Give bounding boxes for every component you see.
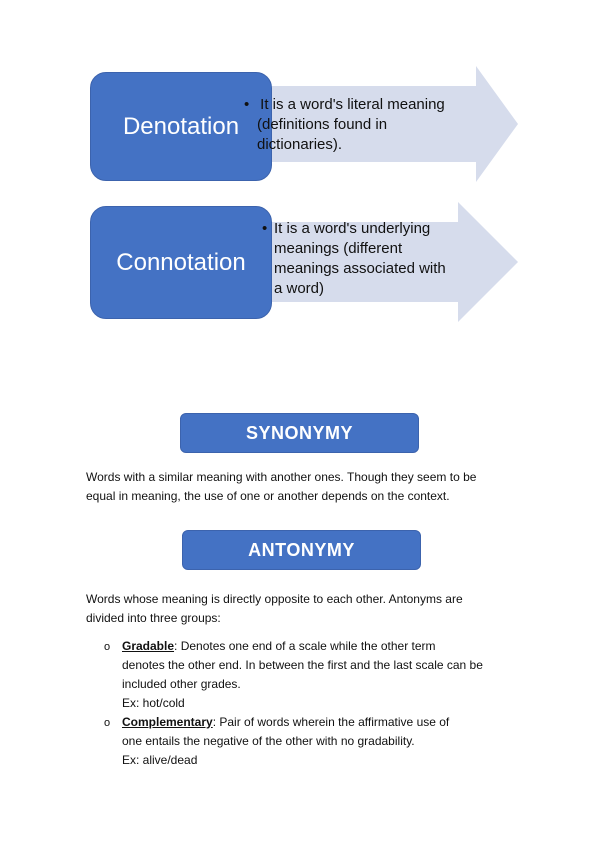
connotation-definition	[262, 219, 492, 299]
synonymy-title: SYNONYMY	[245, 422, 354, 443]
item-example: Ex: hot/cold	[122, 696, 185, 710]
connotation-box	[90, 206, 272, 319]
definition-line: It is a word's underlying	[274, 220, 431, 237]
item-example: Ex: alive/dead	[122, 753, 198, 767]
list-item-gradable	[104, 637, 524, 713]
antonymy-paragraph	[86, 590, 526, 628]
connotation-term: Connotation	[116, 248, 246, 276]
antonymy-header	[182, 530, 421, 570]
circle-bullet-icon: o	[104, 717, 111, 729]
denotation-term: Denotation	[122, 112, 240, 140]
denotation-definition	[244, 95, 504, 155]
circle-bullet-icon: o	[104, 641, 111, 653]
item-line: one entails the negative of the other with no gradability.	[122, 734, 415, 748]
item-line: included other grades.	[122, 677, 241, 691]
paragraph-line: Words with a similar meaning with another ones. Though they seem to be	[86, 470, 477, 484]
definition-line: dictionaries).	[257, 136, 343, 153]
bullet-icon: •	[244, 96, 250, 113]
definition-line: (definitions found in	[257, 116, 388, 133]
paragraph-line: Words whose meaning is directly opposite to each other. Antonyms are	[86, 592, 463, 606]
definition-line: meanings associated with	[274, 260, 446, 277]
definition-line: meanings (different	[274, 240, 403, 257]
definition-line: a word)	[274, 280, 325, 297]
synonymy-paragraph	[86, 468, 526, 506]
synonymy-header	[180, 413, 419, 453]
list-item-complementary	[104, 713, 524, 770]
item-line: denotes the other end. In between the first and the last scale can be	[122, 658, 483, 672]
paragraph-line: equal in meaning, the use of one or another depends on the context.	[86, 489, 450, 503]
definition-line: It is a word's literal meaning	[256, 96, 445, 113]
antonymy-title: ANTONYMY	[248, 539, 355, 560]
paragraph-line: divided into three groups:	[86, 611, 221, 625]
item-line: : Denotes one end of a scale while the other term	[174, 639, 436, 653]
item-line: : Pair of words wherein the affirmative use of	[212, 715, 450, 729]
bullet-icon: •	[262, 220, 268, 237]
gradable-term: Gradable	[122, 639, 175, 653]
complementary-term: Complementary	[122, 715, 213, 729]
